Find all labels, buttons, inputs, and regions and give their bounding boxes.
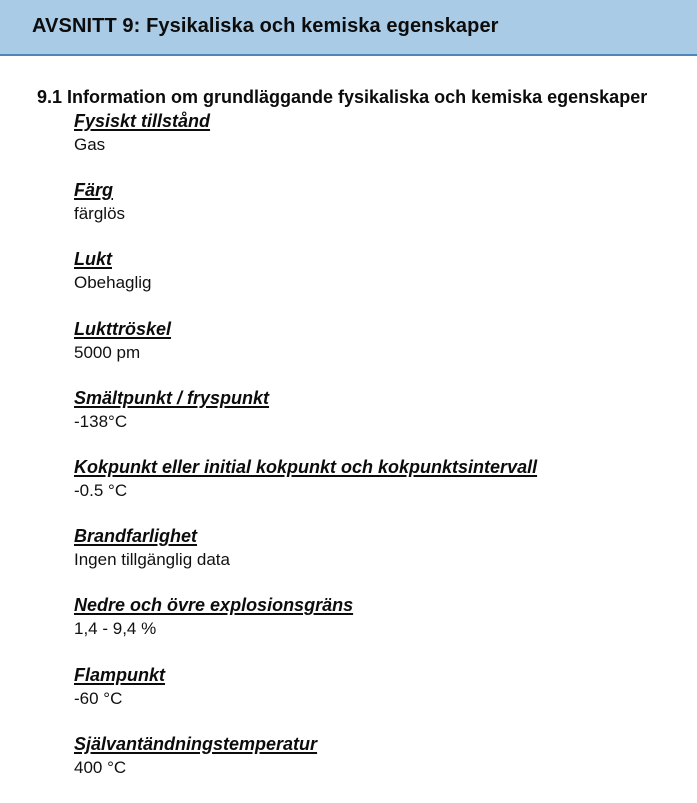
property-label: Lukt xyxy=(74,249,112,270)
property-value: färglös xyxy=(74,204,126,224)
property-label: Självantändningstemperatur xyxy=(74,733,318,754)
section-title: AVSNITT 9: Fysikaliska och kemiska egenskaper xyxy=(32,15,499,37)
property-value: Gas xyxy=(74,135,106,154)
property-color xyxy=(74,180,684,249)
property-flash-point xyxy=(74,665,684,734)
property-value: Obehaglig xyxy=(74,273,152,293)
property-label: Flampunkt xyxy=(74,664,166,685)
property-list xyxy=(74,111,684,803)
property-label: Brandfarlighet xyxy=(74,526,198,547)
property-value: 400 °C xyxy=(74,757,127,777)
property-value: 5000 pm xyxy=(74,342,141,362)
property-value: -60 °C xyxy=(74,688,123,708)
property-label: Lukttröskel xyxy=(74,318,172,339)
property-odor xyxy=(74,249,684,318)
property-value: -138°C xyxy=(74,411,128,431)
property-label: Kokpunkt eller initial kokpunkt och kokpunktsintervall xyxy=(74,456,538,477)
property-explosion-limits xyxy=(74,595,684,664)
property-autoignition-temperature xyxy=(74,734,684,803)
property-melting-point xyxy=(74,388,684,457)
property-value: Ingen tillgänglig data xyxy=(74,550,230,570)
property-flammability xyxy=(74,526,684,595)
property-label: Smältpunkt / fryspunkt xyxy=(74,387,270,408)
property-label: Fysiskt tillstånd xyxy=(74,111,211,131)
section-header xyxy=(0,0,697,56)
property-physical-state xyxy=(74,111,684,180)
property-boiling-point xyxy=(74,457,684,526)
property-odor-threshold xyxy=(74,319,684,388)
subsection-title: 9.1 Information om grundläggande fysikaliska och kemiska egenskaper xyxy=(37,87,648,107)
property-label: Färg xyxy=(74,180,114,201)
property-value: 1,4 - 9,4 % xyxy=(74,619,157,639)
property-label: Nedre och övre explosionsgräns xyxy=(74,595,354,616)
property-value: -0.5 °C xyxy=(74,480,128,500)
